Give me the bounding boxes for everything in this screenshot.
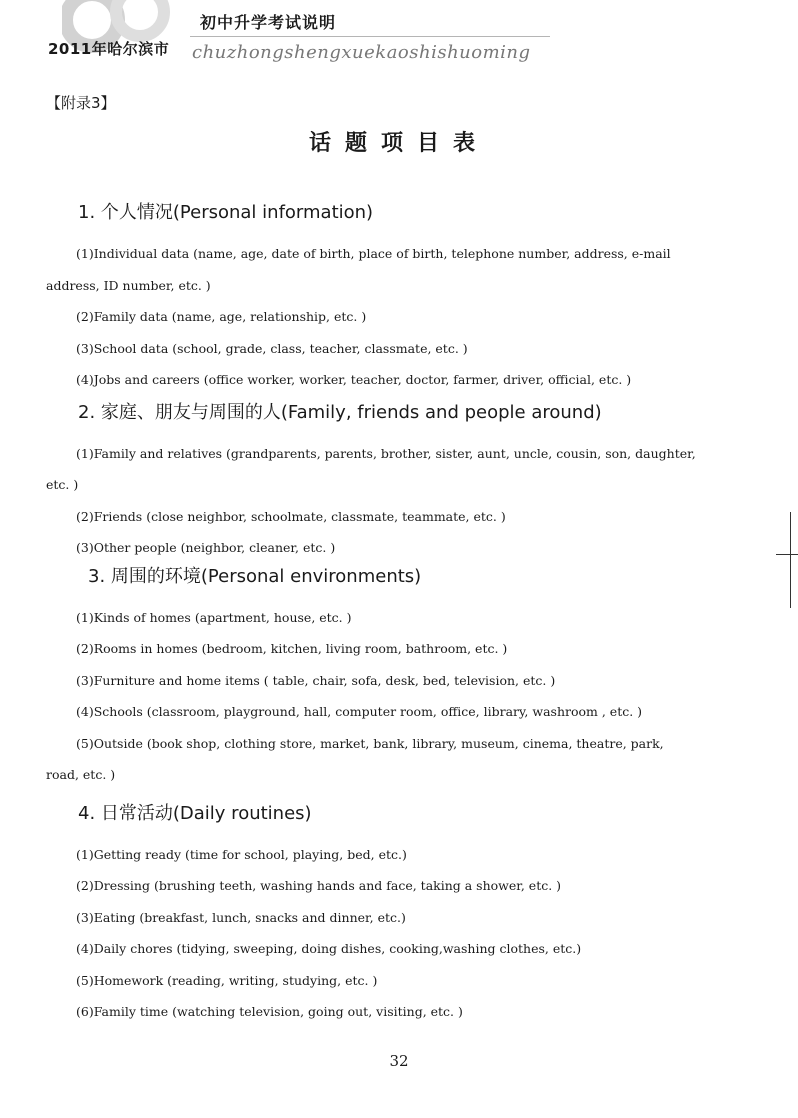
list-item: (4)Daily chores (tidying, sweeping, doing dishes, cooking,washing clothes, etc.) [76,941,582,956]
list-item: (2)Friends (close neighbor, schoolmate, classmate, teammate, etc. ) [76,508,506,524]
list-item: (5)Outside (book shop, clothing store, market, bank, library, museum, cinema, theatre, park, road, etc. ) [46,735,664,782]
list-item: (1)Getting ready (time for school, playing, bed, etc.) [76,846,407,862]
list-item: (4)Jobs and careers (office worker, worker, teacher, doctor, farmer, driver, official, etc. ) [76,372,632,387]
crop-mark-horizontal [776,554,798,555]
page-number: 32 [389,1052,409,1070]
header-divider [190,36,550,37]
list-item: (3)Eating (breakfast, lunch, snacks and dinner, etc.) [76,909,406,925]
list-item: (3)School data (school, grade, class, teacher, classmate, etc. ) [76,340,468,356]
header-pinyin: chuzhongshengxuekaoshishuoming [192,42,531,63]
list-item: (5)Homework (reading, writing, studying, etc. ) [76,972,378,988]
list-item: (4)Schools (classroom, playground, hall, computer room, office, library, washroom , etc. ) [76,704,643,719]
section-heading-personal-environments: 3. 周围的环境(Personal environments) [88,565,422,587]
header-year-city: 2011年哈尔滨市 [48,40,170,58]
section-heading-personal-information: 1. 个人情况(Personal information) [78,202,374,223]
list-item: (2)Dressing (brushing teeth, washing hands and face, taking a shower, etc. ) [76,878,562,893]
appendix-label: 【附录3】 [46,94,116,112]
list-item: (6)Family time (watching television, going out, visiting, etc. ) [76,1004,463,1019]
list-item: (3)Other people (neighbor, cleaner, etc. ) [76,540,336,555]
header-title: 初中升学考试说明 [200,13,337,32]
topic-list [46,196,696,1028]
list-item: (1)Family and relatives (grandparents, parents, brother, sister, aunt, uncle, cousin, son, daughter, etc. ) [46,445,696,492]
section-heading-family-friends: 2. 家庭、朋友与周围的人(Family, friends and people around) [78,401,602,423]
list-item: (2)Rooms in homes (bedroom, kitchen, living room, bathroom, etc. ) [76,641,508,656]
page-title: 话题项目表 [308,131,489,156]
page-header [0,0,798,90]
list-item: (1)Individual data (name, age, date of birth, place of birth, telephone number, address, e-mail address, ID number, etc. ) [46,246,671,293]
list-item: (1)Kinds of homes (apartment, house, etc. ) [76,609,352,625]
list-item: (2)Family data (name, age, relationship, etc. ) [76,309,367,324]
list-item: (3)Furniture and home items ( table, chair, sofa, desk, bed, television, etc. ) [76,672,556,688]
crop-mark-vertical [790,512,791,608]
section-heading-daily-routines: 4. 日常活动(Daily routines) [78,802,312,824]
